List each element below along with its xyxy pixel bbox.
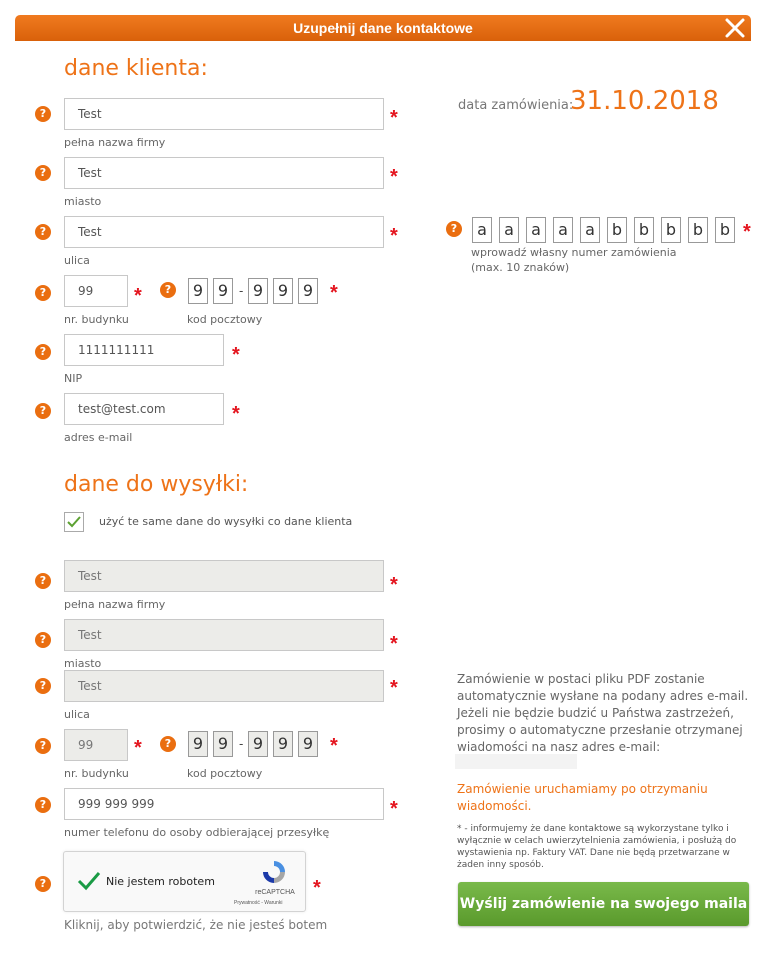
order-number-char[interactable]: a: [472, 217, 492, 243]
check-icon[interactable]: [76, 868, 102, 894]
shipping-company-label: pełna nazwa firmy: [64, 598, 166, 611]
postal-dash: -: [239, 736, 244, 751]
help-icon[interactable]: ?: [35, 632, 51, 648]
help-icon[interactable]: ?: [35, 106, 51, 122]
client-nip-input[interactable]: 1111111111: [64, 334, 224, 366]
client-street-label: ulica: [64, 254, 90, 267]
help-icon[interactable]: ?: [35, 573, 51, 589]
required-marker: *: [390, 166, 398, 188]
help-icon[interactable]: ?: [35, 738, 51, 754]
help-icon[interactable]: ?: [35, 344, 51, 360]
client-building-input[interactable]: 99: [64, 275, 128, 307]
shipping-postal-digit[interactable]: 9: [273, 731, 293, 757]
required-marker: *: [390, 633, 398, 655]
order-number-char[interactable]: b: [715, 217, 735, 243]
client-postal-digit[interactable]: 9: [273, 278, 293, 304]
order-number-char[interactable]: a: [526, 217, 546, 243]
client-company-input[interactable]: Test: [64, 98, 384, 130]
required-marker: *: [232, 344, 240, 366]
client-email-input[interactable]: test@test.com: [64, 393, 224, 425]
required-marker: *: [390, 798, 398, 820]
required-marker: *: [232, 403, 240, 425]
client-city-label: miasto: [64, 195, 102, 208]
info-orange: Zamówienie uruchamiamy po otrzymaniu wiadomości.: [457, 782, 708, 813]
help-icon[interactable]: ?: [35, 678, 51, 694]
recaptcha-hint: Kliknij, aby potwierdzić, że nie jesteś botem: [64, 918, 328, 932]
help-icon[interactable]: ?: [35, 224, 51, 240]
shipping-phone-label: numer telefonu do osoby odbierającej przesyłkę: [64, 826, 330, 839]
recaptcha-label: Nie jestem robotem: [106, 875, 215, 888]
help-icon[interactable]: ?: [35, 165, 51, 181]
close-icon[interactable]: [723, 16, 747, 40]
shipping-building-input[interactable]: 99: [64, 729, 128, 761]
client-company-label: pełna nazwa firmy: [64, 136, 166, 149]
order-number-char[interactable]: a: [499, 217, 519, 243]
client-postal-digit[interactable]: 9: [188, 278, 208, 304]
redacted-email: [455, 754, 577, 769]
shipping-street-input[interactable]: Test: [64, 670, 384, 702]
client-postal-digit[interactable]: 9: [248, 278, 268, 304]
required-marker: *: [743, 221, 751, 243]
client-street-input[interactable]: Test: [64, 216, 384, 248]
client-postal-digit[interactable]: 9: [213, 278, 233, 304]
required-marker: *: [313, 877, 321, 899]
help-icon[interactable]: ?: [160, 736, 176, 752]
required-marker: *: [330, 282, 338, 304]
help-icon[interactable]: ?: [35, 285, 51, 301]
recaptcha-links[interactable]: Prywatność - Warunki: [234, 900, 283, 906]
required-marker: *: [390, 107, 398, 129]
recaptcha-brand: reCAPTCHA: [255, 889, 295, 896]
client-nip-label: NIP: [64, 372, 83, 385]
dialog-title: Uzupełnij dane kontaktowe: [293, 20, 473, 36]
shipping-postal-digit[interactable]: 9: [248, 731, 268, 757]
shipping-postal-digit[interactable]: 9: [298, 731, 318, 757]
order-date: 31.10.2018: [570, 86, 719, 116]
shipping-company-input[interactable]: Test: [64, 560, 384, 592]
help-icon[interactable]: ?: [160, 282, 176, 298]
required-marker: *: [330, 735, 338, 757]
required-marker: *: [134, 737, 142, 759]
send-order-button[interactable]: Wyślij zamówienie na swojego maila: [458, 882, 749, 926]
postal-dash: -: [239, 283, 244, 298]
shipping-section-title: dane do wysyłki:: [64, 472, 249, 497]
shipping-building-label: nr. budynku: [64, 767, 129, 780]
client-city-input[interactable]: Test: [64, 157, 384, 189]
shipping-postal-digit[interactable]: 9: [213, 731, 233, 757]
client-postal-digit[interactable]: 9: [298, 278, 318, 304]
shipping-city-input[interactable]: Test: [64, 619, 384, 651]
same-data-checkbox[interactable]: [64, 512, 84, 532]
client-postal-label: kod pocztowy: [187, 313, 263, 326]
shipping-street-label: ulica: [64, 708, 90, 721]
shipping-phone-input[interactable]: 999 999 999: [64, 788, 384, 820]
order-number-char[interactable]: b: [607, 217, 627, 243]
dialog-header: [15, 15, 751, 41]
shipping-city-label: miasto: [64, 657, 102, 670]
order-number-label: wprowadź własny numer zamówienia: [471, 246, 677, 259]
required-marker: *: [390, 225, 398, 247]
privacy-note: * - informujemy że dane kontaktowe są wykorzystane tylko i wyłącznie w celach uwierzytelnienia zamówienia, i posłużą do wystawienia np. Faktury VAT. Dane nie będą przetwarzane w żaden inny sposób.: [457, 824, 737, 870]
required-marker: *: [390, 574, 398, 596]
check-icon: [65, 513, 83, 531]
order-number-char[interactable]: b: [634, 217, 654, 243]
required-marker: *: [134, 285, 142, 307]
client-section-title: dane klienta:: [64, 56, 208, 81]
order-number-char[interactable]: b: [688, 217, 708, 243]
order-number-char[interactable]: a: [580, 217, 600, 243]
help-icon[interactable]: ?: [35, 403, 51, 419]
help-icon[interactable]: ?: [35, 797, 51, 813]
recaptcha-widget: [63, 851, 306, 912]
required-marker: *: [390, 677, 398, 699]
help-icon[interactable]: ?: [35, 876, 51, 892]
client-building-label: nr. budynku: [64, 313, 129, 326]
same-data-label: użyć te same dane do wysyłki co dane klienta: [99, 515, 353, 528]
help-icon[interactable]: ?: [446, 221, 462, 237]
shipping-postal-label: kod pocztowy: [187, 767, 263, 780]
client-email-label: adres e-mail: [64, 431, 133, 444]
order-number-limit: (max. 10 znaków): [471, 261, 570, 274]
info-paragraph: Zamówienie w postaci pliku PDF zostanie automatycznie wysłane na podany adres e-mail. Jeżeli nie będzie budzić u Państwa zastrzeżeń, prosimy o automatyczne przesłanie otrzymanej wiadomości na nasz adres e-mail:: [457, 672, 749, 754]
shipping-postal-digit[interactable]: 9: [188, 731, 208, 757]
order-number-char[interactable]: b: [661, 217, 681, 243]
order-date-label: data zamówienia:: [458, 98, 574, 113]
order-number-char[interactable]: a: [553, 217, 573, 243]
recaptcha-logo-icon: [260, 858, 288, 886]
